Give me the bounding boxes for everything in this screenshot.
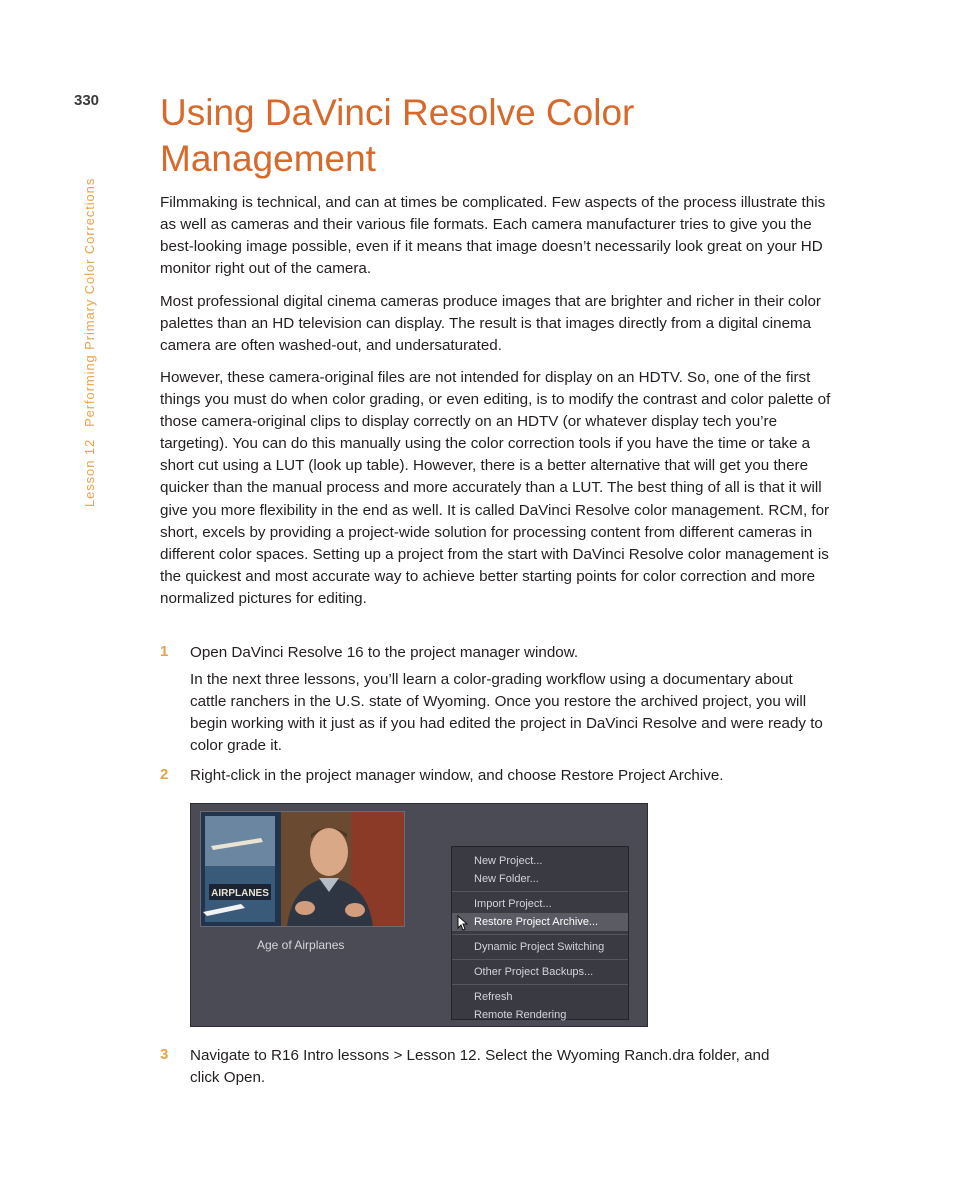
menu-item-other-project-backups[interactable]: Other Project Backups... bbox=[474, 966, 594, 978]
step-text-2: Right-click in the project manager window, and choose Restore Project Archive. bbox=[190, 767, 724, 784]
step-number-3: 3 bbox=[160, 1046, 169, 1063]
paragraph-1: Filmmaking is technical, and can at times be complicated. Few aspects of the process illustrate this as well as cameras and their various file formats. Each camera manufacturer tries to give you the best-looking image possible, even if it means that image doesn’t necessarily look great on your HD monitor right out of the camera. bbox=[160, 194, 826, 278]
step-text-3: Navigate to R16 Intro lessons > Lesson 12. Select the Wyoming Ranch.dra folder, and click Open. bbox=[190, 1047, 770, 1087]
menu-divider bbox=[452, 934, 628, 935]
menu-item-new-folder[interactable]: New Folder... bbox=[474, 873, 539, 885]
menu-divider bbox=[452, 959, 628, 960]
page-number: 330 bbox=[74, 92, 100, 109]
project-name-label: Age of Airplanes bbox=[257, 938, 345, 952]
menu-divider bbox=[452, 891, 628, 892]
paragraph-2: Most professional digital cinema cameras produce images that are brighter and richer in their color palettes than an HD television can display. The result is that images directly from a digital cinema camera are often washed-out, and undersaturated. bbox=[160, 293, 821, 355]
project-thumbnail[interactable] bbox=[200, 811, 405, 927]
paragraph-3: However, these camera-original files are not intended for display on an HDTV. So, one of the first things you must do when color grading, or even editing, is to modify the contrast and color palette of those camera-original clips to display correctly on an HDTV (or whatever display tech you’re targeting). You can do this manually using the color correction tools if you have the time or take a short cut using a LUT (look up table). However, there is a better alternative that will get you there quicker than the manual process and more accurately than a LUT. The best thing of all is that it will give you more flexibility in the end as well. It is called DaVinci Resolve color management. RCM, for short, excels by providing a project-wide solution for processing content from different cameras in different color spaces. Setting up a project from the start with DaVinci Resolve color management is the quickest and most accurate way to achieve better starting points for color correction and more normalized pictures for editing. bbox=[160, 369, 831, 607]
project-manager-screenshot bbox=[190, 803, 648, 1027]
menu-divider bbox=[452, 984, 628, 985]
menu-item-dynamic-project-switching[interactable]: Dynamic Project Switching bbox=[474, 941, 605, 953]
lesson-label: Lesson 12 bbox=[82, 438, 97, 507]
side-running-head bbox=[82, 178, 97, 507]
menu-item-new-project[interactable]: New Project... bbox=[474, 855, 543, 867]
context-menu bbox=[451, 846, 629, 1020]
step-note-1: In the next three lessons, you’ll learn a color-grading workflow using a documentary about cattle ranchers in the U.S. state of Wyoming. Once you restore the archived project, you will begin working with it just as if you had edited the project in DaVinci Resolve and were ready to color grade it. bbox=[190, 671, 823, 755]
menu-item-refresh[interactable]: Refresh bbox=[474, 991, 513, 1003]
section-label: Performing Primary Color Corrections bbox=[82, 177, 97, 427]
mouse-pointer-icon bbox=[457, 915, 468, 931]
menu-item-import-project[interactable]: Import Project... bbox=[474, 898, 552, 910]
step-number-2: 2 bbox=[160, 766, 169, 783]
menu-item-restore-project-archive[interactable]: Restore Project Archive... bbox=[452, 913, 628, 931]
menu-item-remote-rendering[interactable]: Remote Rendering bbox=[474, 1009, 567, 1021]
step-number-1: 1 bbox=[160, 643, 169, 660]
page-title: Using DaVinci Resolve Color Management bbox=[160, 92, 635, 179]
poster-text: AIRPLANES bbox=[211, 888, 269, 899]
step-text-1: Open DaVinci Resolve 16 to the project manager window. bbox=[190, 644, 579, 661]
